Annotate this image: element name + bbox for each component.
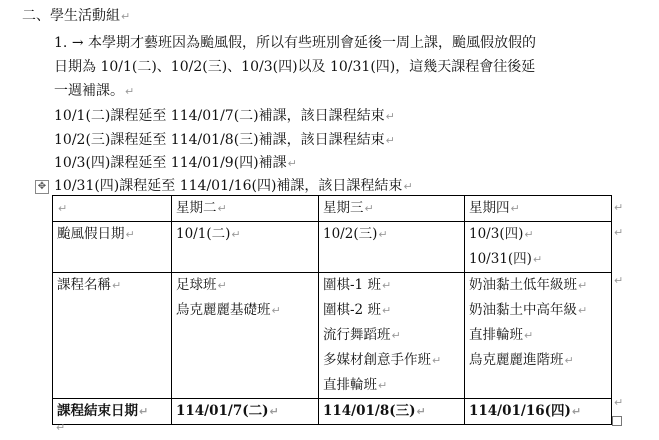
table-resize-handle[interactable]	[612, 416, 622, 426]
table-move-handle-icon[interactable]: ✥	[35, 180, 49, 194]
table-cell: 10/2(三)↵	[319, 222, 465, 273]
item1-line2: 日期為 10/1(二)、10/2(三)、10/3(四)以及 10/31(四)，這幾天課程會往後延	[54, 59, 536, 75]
table-cell: 奶油黏土低年級班↵ 奶油黏土中高年級↵ 直排輪班↵ 烏克麗麗進階班↵	[465, 273, 612, 399]
paragraph-mark: ↵	[121, 10, 131, 23]
table-header-cell: ↵	[53, 196, 172, 222]
row-label-cell: 課程結束日期↵	[53, 399, 172, 425]
table-cell: 足球班↵ 烏克麗麗基礎班↵	[172, 273, 319, 399]
schedule-table	[52, 195, 612, 425]
row-end-mark: ↵	[614, 396, 624, 409]
table-cell: 114/01/8(三)↵	[319, 399, 465, 425]
table-header-cell: 星期三↵	[319, 196, 465, 222]
paragraph-mark: ↵	[56, 421, 66, 434]
table-header-cell: 星期四↵	[465, 196, 612, 222]
table-cell: 圍棋-1 班↵ 圍棋-2 班↵ 流行舞蹈班↵ 多媒材創意手作班↵ 直排輪班↵	[319, 273, 465, 399]
row-end-mark: ↵	[614, 201, 624, 214]
row-end-mark: ↵	[614, 274, 624, 287]
table-header-cell: 星期二↵	[172, 196, 319, 222]
table-cell: 10/3(四)↵ 10/31(四)↵	[465, 222, 612, 273]
table-cell: 114/01/16(四)↵	[465, 399, 612, 425]
note-line: 10/3(四)課程延至 114/01/9(四)補課↵	[54, 155, 297, 171]
table-row	[53, 222, 612, 273]
row-end-mark: ↵	[614, 226, 624, 239]
note-line: 10/31(四)課程延至 114/01/16(四)補課，該日課程結束↵	[54, 178, 413, 194]
note-line: 10/2(三)課程延至 114/01/8(三)補課，該日課程結束↵	[54, 132, 395, 148]
table-row	[53, 273, 612, 399]
table-row	[53, 399, 612, 425]
arrow-icon: →	[71, 35, 84, 51]
note-line: 10/1(二)課程延至 114/01/7(二)補課，該日課程結束↵	[54, 108, 395, 124]
row-label-cell: 颱風假日期↵	[53, 222, 172, 273]
table-cell: 10/1(二)↵	[172, 222, 319, 273]
section-title: 二、學生活動組↵	[22, 8, 131, 24]
item1-line3: 一週補課。↵	[54, 83, 135, 99]
item1-line1: 1. → 本學期才藝班因為颱風假，所以有些班別會延後一周上課，颱風假放假的	[54, 35, 536, 51]
table-cell: 114/01/7(二)↵	[172, 399, 319, 425]
row-label-cell: 課程名稱↵	[53, 273, 172, 399]
table-row	[53, 196, 612, 222]
